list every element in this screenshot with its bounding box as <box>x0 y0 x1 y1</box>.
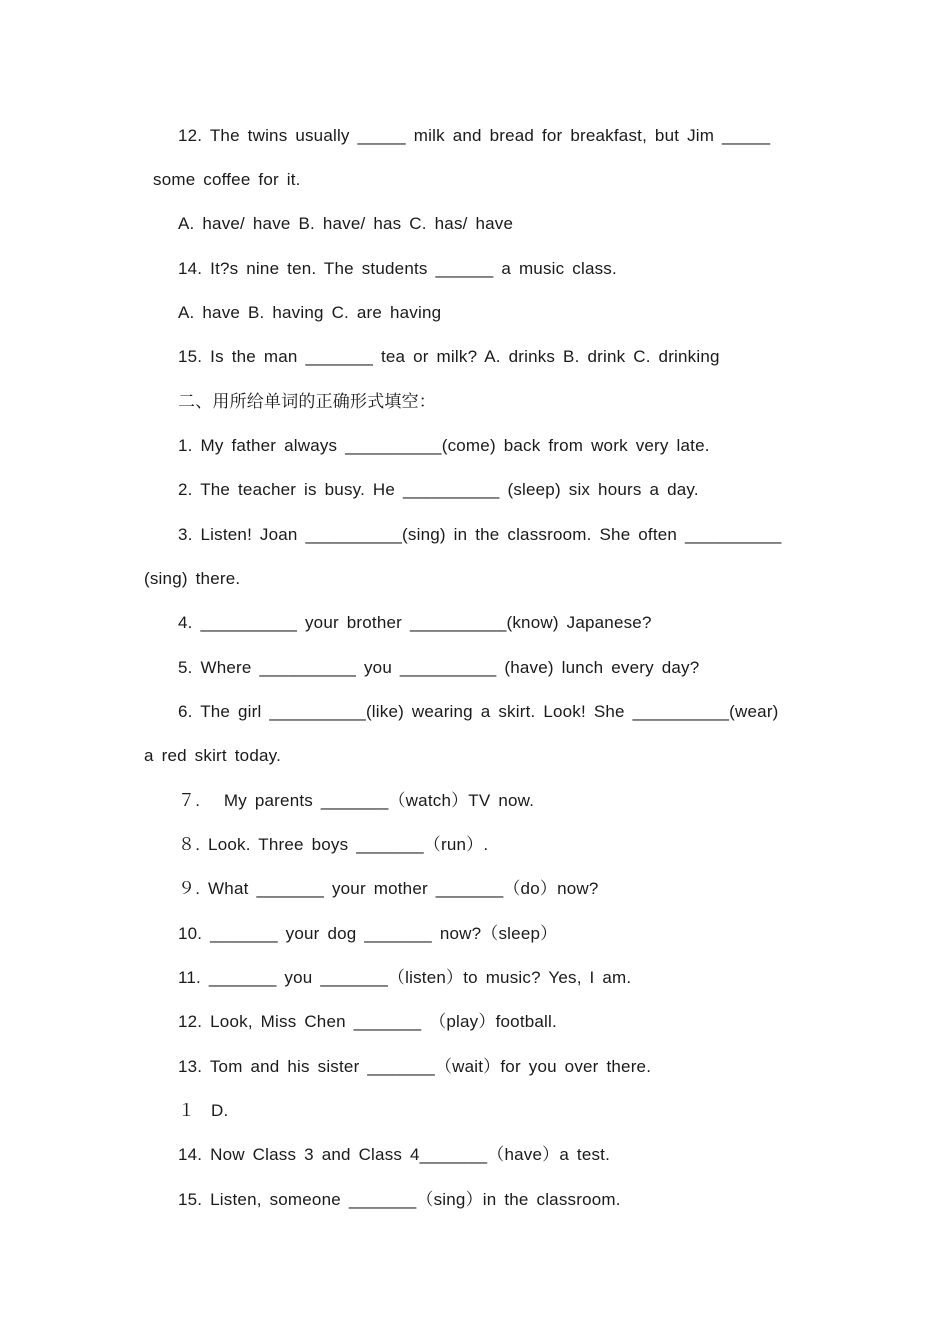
exercise-7: ７. My parents _______（watch）TV now. <box>178 791 535 810</box>
exercise-5: 5. Where __________ you __________ (have) lunch every day? <box>178 658 700 677</box>
exercise-13: 13. Tom and his sister _______（wait）for you over there. <box>178 1057 652 1076</box>
question-12-line-1: 12. The twins usually _____ milk and bread for breakfast, but Jim _____ <box>178 126 771 145</box>
exercise-2: 2. The teacher is busy. He __________ (sleep) six hours a day. <box>178 480 699 499</box>
question-14-options: A. have B. having C. are having <box>178 303 442 322</box>
question-12-line-2: some coffee for it. <box>153 170 301 189</box>
section-2-heading: 二、用所给单词的正确形式填空： <box>178 392 436 412</box>
question-15: 15. Is the man _______ tea or milk? A. drinks B. drink C. drinking <box>178 347 720 366</box>
exercise-3-line-1: 3. Listen! Joan __________(sing) in the classroom. She often __________ <box>178 525 782 544</box>
exercise-6-line-2: a red skirt today. <box>144 746 282 765</box>
question-12-options: A. have/ have B. have/ has C. has/ have <box>178 214 514 233</box>
exercise-1: 1. My father always __________(come) back from work very late. <box>178 436 710 455</box>
exercise-12: 12. Look, Miss Chen _______ （play）football. <box>178 1012 557 1031</box>
exercise-15: 15. Listen, someone _______（sing）in the classroom. <box>178 1190 621 1209</box>
exercise-4: 4. __________ your brother __________(know) Japanese? <box>178 613 652 632</box>
exercise-10: 10. _______ your dog _______ now?（sleep） <box>178 924 558 943</box>
stray-line-1d: １ D. <box>178 1101 229 1120</box>
exercise-14: 14. Now Class 3 and Class 4_______（have）a test. <box>178 1145 611 1164</box>
exercise-11: 11. _______ you _______（listen）to music? Yes, I am. <box>178 968 632 987</box>
exercise-3-line-2: (sing) there. <box>144 569 241 588</box>
exercise-9: ９. What _______ your mother _______（do）now? <box>178 879 599 898</box>
exercise-8: ８. Look. Three boys _______（run）. <box>178 835 489 854</box>
exercise-6-line-1: 6. The girl __________(like) wearing a skirt. Look! She __________(wear) <box>178 702 779 721</box>
question-14: 14. It?s nine ten. The students ______ a music class. <box>178 259 617 278</box>
